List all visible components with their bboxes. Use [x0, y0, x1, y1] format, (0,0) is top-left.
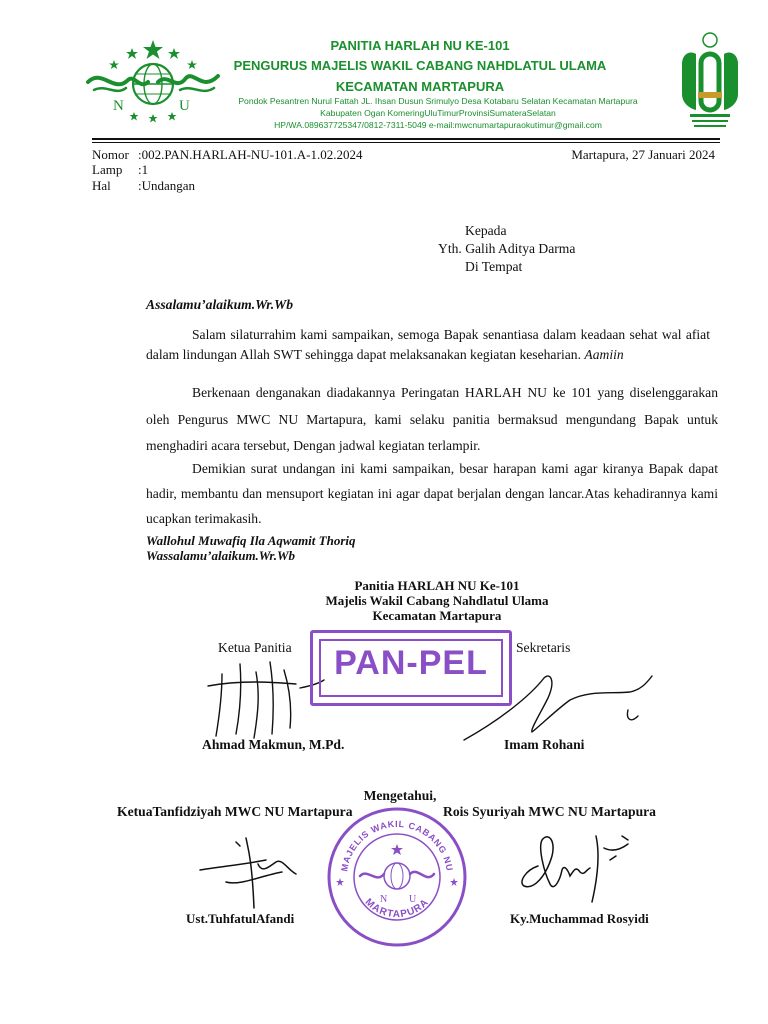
name-ketua-panitia: Ahmad Makmun, M.Pd. [202, 737, 345, 752]
nomor-value: :002.PAN.HARLAH-NU-101.A-1.02.2024 [138, 147, 363, 162]
name-sekretaris: Imam Rohani [504, 737, 585, 752]
committee-organization: Majelis Wakil Cabang Nahdlatul Ulama [325, 593, 549, 608]
paragraph-3: Demikian surat undangan ini kami sampaikan, besar harapan kami agar kiranya Bapak dapat hadir, membantu dan mensuport kegiatan ini agar dapat berjalan dengan lancar.Atas kehadirannya kami ucapkan terimakasih. [146, 461, 718, 526]
recipient-name: Yth. Galih Aditya Darma [438, 241, 576, 256]
mengetahui-label: Mengetahui, [363, 788, 437, 803]
paragraph-1-amin: Aamiin [584, 347, 624, 362]
committee-district: Kecamatan Martapura [372, 608, 502, 623]
signature-rois-syuriyah [512, 826, 652, 906]
header-address-2: Kabupaten Ogan KomeringUluTimurProvinsiSumateraSelatan [320, 108, 556, 118]
signature-ketua-tanfidziyah [196, 830, 306, 910]
logo-letter-u: U [179, 98, 190, 114]
role-rois-syuriyah: Rois Syuriyah MWC NU Martapura [443, 804, 656, 819]
name-rois-syuriyah: Ky.Muchammad Rosyidi [510, 911, 649, 926]
seal-letter-n: N [380, 894, 388, 905]
recipient-place: Di Tempat [465, 259, 523, 274]
lamp-label: Lamp [92, 162, 123, 177]
panpel-stamp-text: PAN-PEL [334, 644, 488, 682]
role-ketua-panitia: Ketua Panitia [218, 640, 292, 655]
committee-title: Panitia HARLAH NU Ke-101 [354, 578, 520, 593]
role-ketua-tanfidziyah: KetuaTanfidziyah MWC NU Martapura [117, 804, 353, 819]
logo-letter-n: N [113, 98, 124, 114]
seal-top-text: MAJELIS WAKIL CABANG NU [339, 818, 455, 873]
seal-bottom-text: MARTAPURA [362, 896, 432, 921]
recipient-kepada: Kepada [465, 223, 507, 238]
seal-letter-u: U [409, 894, 417, 905]
lamp-value: :1 [138, 162, 149, 177]
header-title: PANITIA HARLAH NU KE-101 [330, 38, 510, 53]
nomor-label: Nomor [92, 147, 129, 162]
closing-prayer: Wallohul Muwafiq Ila Aqwamit Thoriq [146, 533, 356, 548]
paragraph-1 [146, 325, 710, 365]
header-address-1: Pondok Pesantren Nurul Fattah JL. Ihsan Dusun Srimulyo Desa Kotabaru Selatan Kecamatan Martapura [238, 96, 638, 106]
svg-text:MARTAPURA [363, 897, 432, 921]
mwc-nu-martapura-seal [324, 804, 470, 950]
header-organization: PENGURUS MAJELIS WAKIL CABANG NAHDLATUL ULAMA [233, 58, 607, 73]
header-contact: HP/WA.089637725347/0812-7311-5049 e-mail:mwcnumartapuraokutimur@gmail.com [274, 120, 602, 130]
header-district: KECAMATAN MARTAPURA [335, 79, 505, 94]
paragraph-2: Berkenaan denganakan diadakannya Peringatan HARLAH NU ke 101 yang diselenggarakan oleh Pengurus MWC NU Martapura, kami selaku panitia bermaksud mengundang Bapak untuk menghadiri acara tersebut, Dengan jadwal kegiatan terlampir. [146, 385, 718, 453]
letter-date: Martapura, 27 Januari 2024 [571, 147, 715, 162]
paragraph-1-text: Salam silaturrahim kami sampaikan, semoga Bapak senantiasa dalam keadaan sehat wal afiat dalam lindungan Allah SWT sehingga dapat melaksanakan kegiatan keseharian. [146, 327, 710, 362]
role-sekretaris: Sekretaris [516, 640, 571, 655]
header-divider-thin [92, 142, 720, 143]
closing-salam: Wassalamu’alaikum.Wr.Wb [146, 548, 296, 563]
hal-value: :Undangan [138, 178, 196, 193]
harlah-101-logo-right [676, 30, 744, 130]
header-divider [92, 138, 720, 140]
hal-label: Hal [92, 178, 111, 193]
greeting: Assalamu’alaikum.Wr.Wb [146, 297, 294, 312]
name-ketua-tanfidziyah: Ust.TuhfatulAfandi [186, 911, 295, 926]
